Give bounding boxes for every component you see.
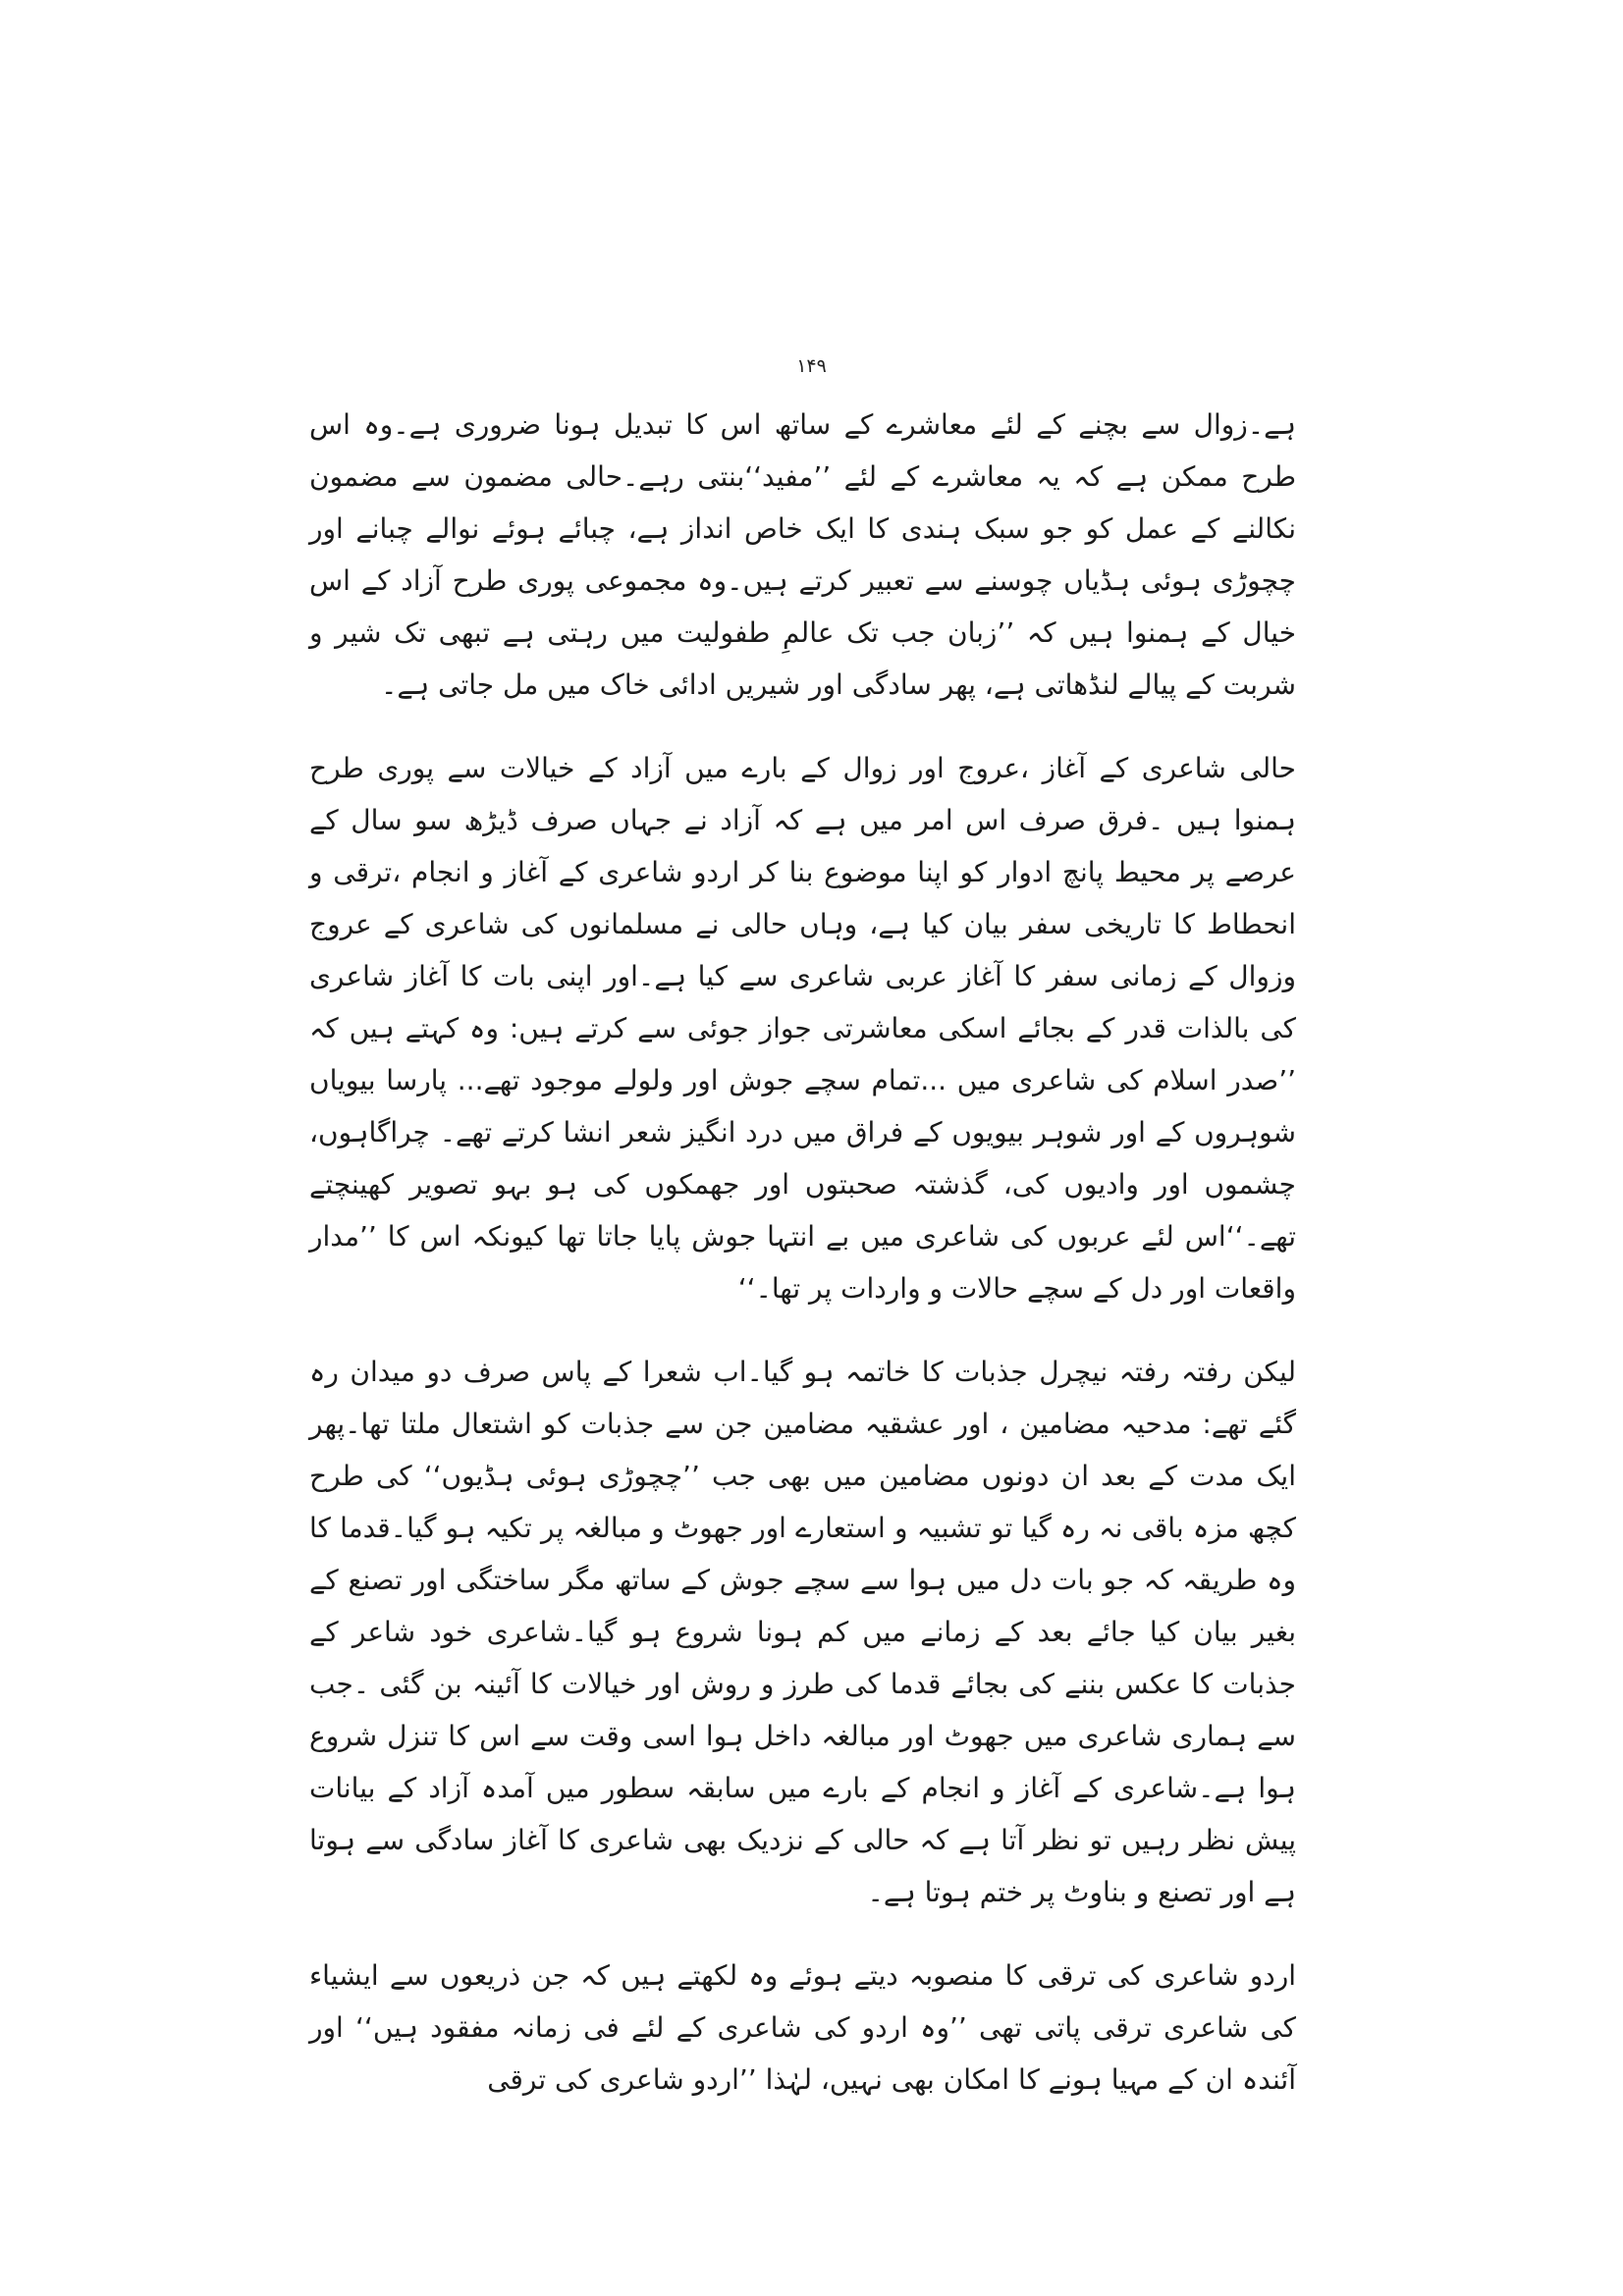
paragraph: لیکن رفتہ رفتہ نیچرل جذبات کا خاتمہ ہو گیا۔اب شعرا کے پاس صرف دو میدان رہ گئے تھے: مدحیہ مضامین ، اور عشقیہ مضامین جن سے جذبات کو اشتعال ملتا تھا۔پھر ایک مدت کے بعد ان دونوں مضامین میں بھی جب ’’چچوڑی ہوئی ہڈیوں‘‘ کی طرح کچھ مزہ باقی نہ رہ گیا تو تشبیہ و استعارے اور جھوٹ و مبالغہ پر تکیہ ہو گیا۔قدما کا وہ طریقہ کہ جو بات دل میں ہوا سے سچے جوش کے ساتھ مگر ساختگی اور تصنع کے بغیر بیان کیا جائے بعد کے زمانے میں کم ہونا شروع ہو گیا۔شاعری خود شاعر کے جذبات کا عکس بننے کی بجائے قدما کی طرز و روش اور خیالات کا آئینہ بن گئی ۔جب سے ہماری شاعری میں جھوٹ اور مبالغہ داخل ہوا اسی وقت سے اس کا تنزل شروع ہوا ہے۔شاعری کے آغاز و انجام کے بارے میں سابقہ سطور میں آمدہ آزاد کے بیانات پیش نظر رہیں تو نظر آتا ہے کہ حالی کے نزدیک بھی شاعری کا آغاز سادگی سے ہوتا ہے اور تصنع و بناوٹ پر ختم ہوتا ہے۔ — [309, 1356, 1296, 1908]
paragraph: اردو شاعری کی ترقی کا منصوبہ دیتے ہوئے وہ لکھتے ہیں کہ جن ذریعوں سے ایشیاء کی شاعری ترقی پاتی تھی ’’وہ اردو کی شاعری کے لئے فی زمانہ مفقود ہیں‘‘ اور آئندہ ان کے مہیا ہونے کا امکان بھی نہیں، لہٰذا ’’اردو شاعری کی ترقی — [309, 1959, 1297, 2096]
page-number: ۱۴۹ — [796, 355, 827, 377]
paragraph: ہے۔زوال سے بچنے کے لئے معاشرے کے ساتھ اس کا تبدیل ہونا ضروری ہے۔وہ اس طرح ممکن ہے کہ یہ معاشرے کے لئے ’’مفید‘‘بنتی رہے۔حالی مضمون سے مضمون نکالنے کے عمل کو جو سبک ہندی کا ایک خاص انداز ہے، چبائے ہوئے نوالے چبانے اور چچوڑی ہوئی ہڈیاں چوسنے سے تعبیر کرتے ہیں۔وہ مجموعی پوری طرح آزاد کے اس خیال کے ہمنوا ہیں کہ ’’زبان جب تک عالمِ طفولیت میں رہتی ہے تبھی تک شیر و شربت کے پیالے لنڈھاتی ہے، پھر سادگی اور شیریں ادائی خاک میں مل جاتی ہے۔ — [309, 408, 1296, 701]
body-text — [309, 399, 1296, 2106]
paragraph: حالی شاعری کے آغاز ،عروج اور زوال کے بارے میں آزاد کے خیالات سے پوری طرح ہمنوا ہیں ۔فرق صرف اس امر میں ہے کہ آزاد نے جہاں صرف ڈیڑھ سو سال کے عرصے پر محیط پانچ ادوار کو اپنا موضوع بنا کر اردو شاعری کے آغاز و انجام ،ترقی و انحطاط کا تاریخی سفر بیان کیا ہے، وہاں حالی نے مسلمانوں کی شاعری کے عروج وزوال کے زمانی سفر کا آغاز عربی شاعری سے کیا ہے۔اور اپنی بات کا آغاز شاعری کی بالذات قدر کے بجائے اسکی معاشرتی جواز جوئی سے کرتے ہیں: وہ کہتے ہیں کہ ’’صدر اسلام کی شاعری میں ...تمام سچے جوش اور ولولے موجود تھے... پارسا بیویاں شوہروں کے اور شوہر بیویوں کے فراق میں درد انگیز شعر انشا کرتے تھے۔ چراگاہوں، چشموں اور وادیوں کی، گذشتہ صحبتوں اور جھمکوں کی ہو بہو تصویر کھینچتے تھے۔‘‘اس لئے عربوں کی شاعری میں بے انتہا جوش پایا جاتا تھا کیونکہ اس کا ’’مدار واقعات اور دل کے سچے حالات و واردات پر تھا۔‘‘ — [309, 752, 1296, 1305]
